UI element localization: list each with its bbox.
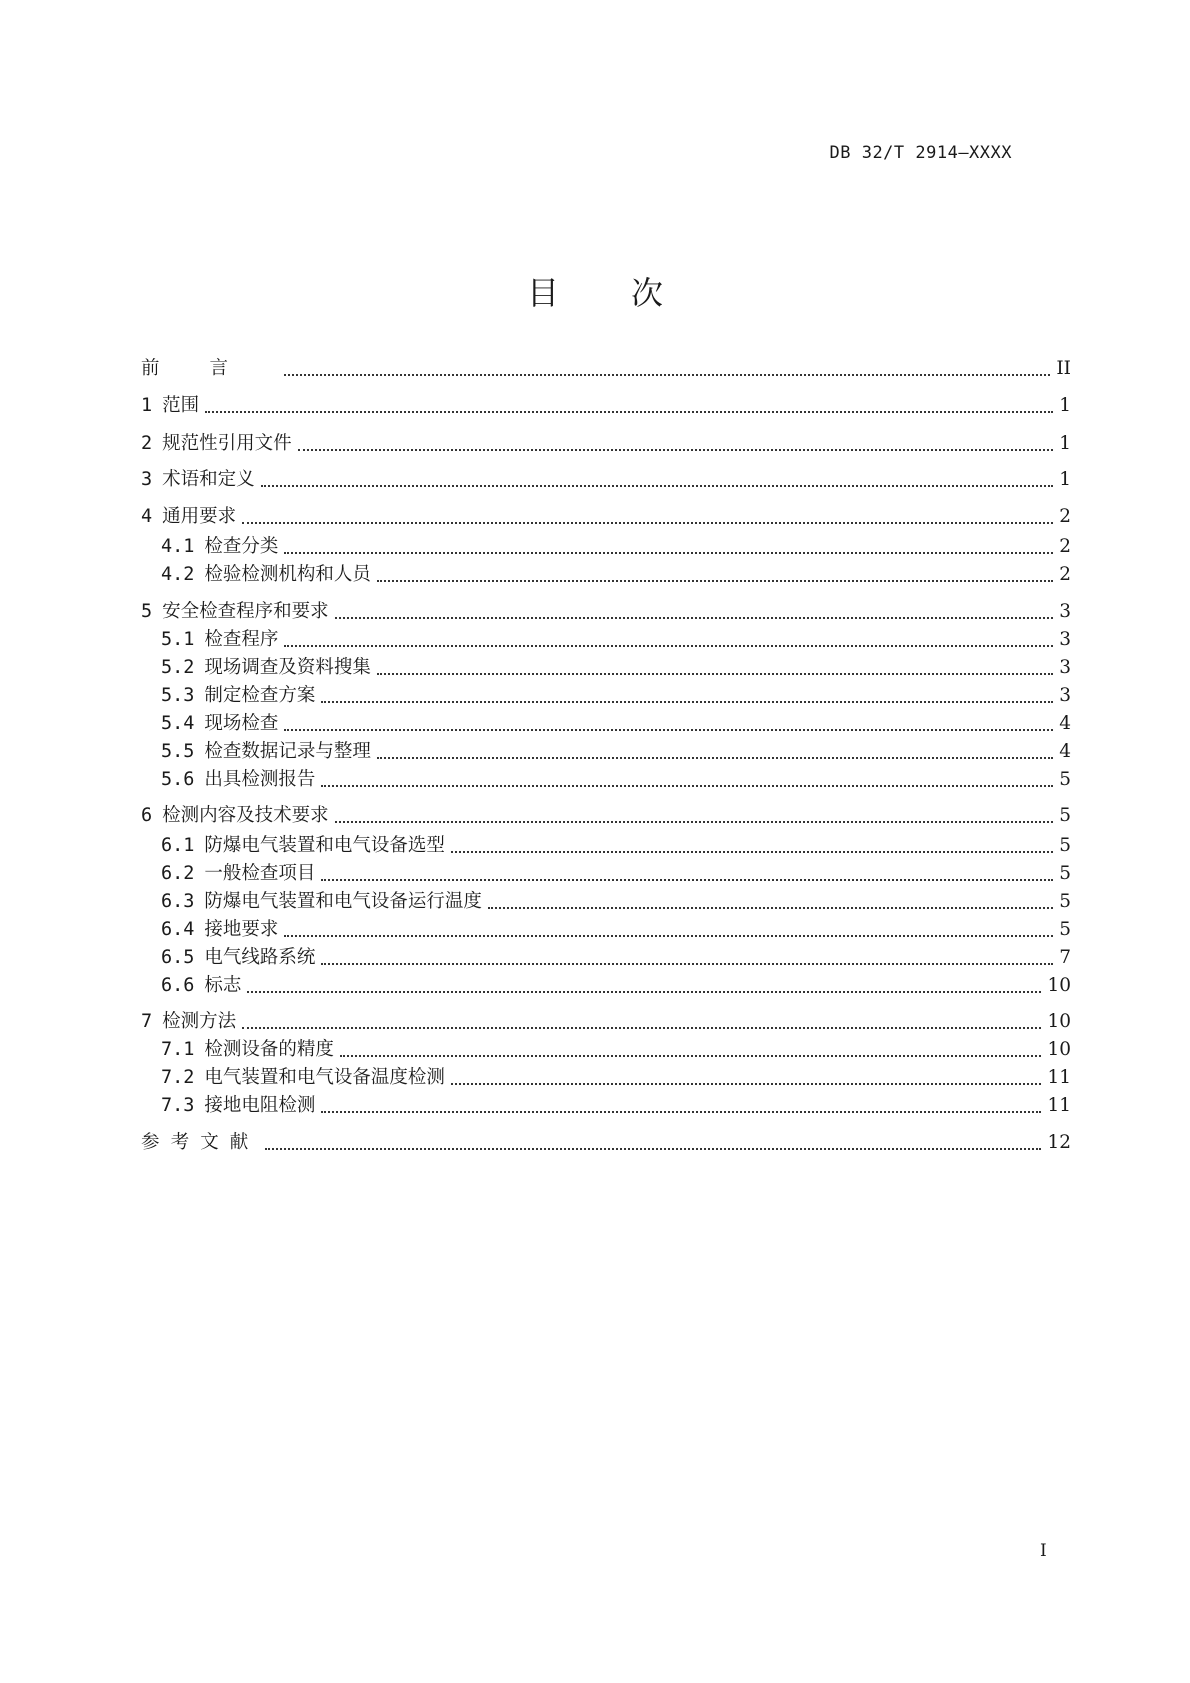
dot-leader (261, 466, 1054, 494)
toc-entry-page: 1 (1059, 395, 1071, 416)
toc-entry-label: 接地电阻检测 (204, 1095, 316, 1116)
dot-leader (321, 860, 1053, 888)
dot-leader (321, 1092, 1041, 1120)
toc-entry-number: 6.6 (161, 975, 195, 996)
dot-leader (451, 1064, 1042, 1092)
dot-leader (335, 802, 1054, 830)
toc-entry-page: 3 (1059, 629, 1071, 650)
toc-entry-page: 12 (1047, 1132, 1071, 1153)
toc-entry-label: 现场调查及资料搜集 (204, 657, 371, 678)
toc-entry-label: 接地要求 (204, 919, 279, 940)
document-code: DB 32/T 2914—XXXX (829, 143, 1012, 163)
dot-leader (284, 710, 1053, 738)
toc-entry-label: 参考文献 (141, 1132, 260, 1153)
toc-entry-label: 标志 (204, 975, 242, 996)
toc-entry-page: 1 (1059, 469, 1071, 490)
dot-leader (242, 1008, 1041, 1036)
toc-entry[interactable] (161, 972, 1071, 1000)
toc-entry-number: 6 (141, 805, 153, 826)
toc-entry-page: 5 (1059, 863, 1071, 884)
toc-entry-number: 2 (141, 433, 153, 454)
dot-leader (298, 430, 1054, 458)
toc-entry-page: 3 (1059, 601, 1071, 622)
toc-entry-number: 7 (141, 1011, 153, 1032)
toc-entry-number: 5.1 (161, 629, 195, 650)
toc-entry[interactable] (161, 710, 1071, 738)
toc-entry-label: 制定检查方案 (204, 685, 316, 706)
toc-entry[interactable] (141, 1129, 1071, 1157)
toc-entry-number: 6.2 (161, 863, 195, 884)
toc-entry[interactable] (161, 561, 1071, 589)
toc-entry-number: 6.4 (161, 919, 195, 940)
toc-entry[interactable] (161, 738, 1071, 766)
toc-entry-page: 3 (1059, 685, 1071, 706)
toc-entry-label: 电气装置和电气设备温度检测 (204, 1067, 445, 1088)
toc-entry-number: 4 (141, 506, 153, 527)
toc-entry-page: 11 (1047, 1067, 1071, 1088)
toc-entry-page: 4 (1059, 741, 1071, 762)
dot-leader (340, 1036, 1042, 1064)
toc-entry-number: 1 (141, 395, 153, 416)
toc-entry-page: 2 (1059, 506, 1071, 527)
toc-entry-number: 4.1 (161, 536, 195, 557)
toc-entry-page: 10 (1047, 1011, 1071, 1032)
dot-leader (377, 561, 1053, 589)
dot-leader (335, 598, 1054, 626)
toc-entry-label: 出具检测报告 (204, 769, 316, 790)
toc-entry[interactable] (161, 832, 1071, 860)
toc-entry-number: 6.5 (161, 947, 195, 968)
toc-entry-label: 规范性引用文件 (162, 433, 292, 454)
toc-entry-number: 5.6 (161, 769, 195, 790)
dot-leader (377, 738, 1053, 766)
toc-entry-page: 5 (1059, 835, 1071, 856)
toc-entry-label: 术语和定义 (162, 469, 255, 490)
toc-entry-number: 5.3 (161, 685, 195, 706)
toc-entry-page: 10 (1047, 975, 1071, 996)
toc-entry-number: 7.2 (161, 1067, 195, 1088)
toc-entry[interactable] (161, 533, 1071, 561)
toc-entry-page: 5 (1059, 805, 1071, 826)
toc-entry-page: 5 (1059, 919, 1071, 940)
toc-entry-label: 现场检查 (204, 713, 279, 734)
toc-entry-page: 10 (1047, 1039, 1071, 1060)
dot-leader (377, 654, 1053, 682)
toc-entry-label: 防爆电气装置和电气设备选型 (204, 835, 445, 856)
toc-entry-number: 4.2 (161, 564, 195, 585)
toc-entry-page: 1 (1059, 433, 1071, 454)
toc-entry[interactable] (161, 860, 1071, 888)
dot-leader (451, 832, 1053, 860)
dot-leader (205, 392, 1053, 420)
toc-entry-label: 检测方法 (162, 1011, 237, 1032)
dot-leader (321, 766, 1053, 794)
toc-entry-label: 检测设备的精度 (204, 1039, 334, 1060)
toc-entry-number: 5.4 (161, 713, 195, 734)
toc-entry-label: 安全检查程序和要求 (162, 601, 329, 622)
toc-entry[interactable] (161, 1092, 1071, 1120)
toc-entry[interactable] (161, 654, 1071, 682)
toc-entry[interactable] (141, 503, 1071, 531)
toc-entry-number: 3 (141, 469, 153, 490)
toc-entry-page: 3 (1059, 657, 1071, 678)
toc-entry-label: 检查数据记录与整理 (204, 741, 371, 762)
page-title (0, 268, 1190, 314)
toc-entry-number: 5.5 (161, 741, 195, 762)
toc-entry-label: 电气线路系统 (204, 947, 316, 968)
toc-entry[interactable] (141, 392, 1071, 420)
dot-leader (321, 944, 1053, 972)
toc-entry[interactable] (161, 1064, 1071, 1092)
dot-leader (242, 503, 1053, 531)
toc-entry[interactable] (141, 466, 1071, 494)
toc-entry-number: 7.3 (161, 1095, 195, 1116)
toc-entry-page: 2 (1059, 564, 1071, 585)
toc-entry[interactable] (161, 1036, 1071, 1064)
toc-entry[interactable] (141, 1008, 1071, 1036)
toc-entry-number: 6.1 (161, 835, 195, 856)
toc-entry[interactable] (141, 355, 1071, 383)
toc-entry-label: 检查分类 (204, 536, 279, 557)
toc-entry-label: 检验检测机构和人员 (204, 564, 371, 585)
toc-entry[interactable] (141, 802, 1071, 830)
toc-entry-number: 6.3 (161, 891, 195, 912)
toc-entry-number: 7.1 (161, 1039, 195, 1060)
toc-entry-page: 4 (1059, 713, 1071, 734)
toc-entry[interactable] (161, 944, 1071, 972)
toc-entry[interactable] (161, 766, 1071, 794)
toc-entry-page: 2 (1059, 536, 1071, 557)
title-char-right: 次 (631, 274, 664, 312)
toc-entry[interactable] (161, 626, 1071, 654)
toc-entry[interactable] (161, 888, 1071, 916)
toc-entry[interactable] (141, 598, 1071, 626)
dot-leader (284, 916, 1053, 944)
toc-entry-page: II (1056, 358, 1071, 379)
dot-leader (284, 533, 1053, 561)
toc-entry-label: 范围 (162, 395, 200, 416)
toc-entry-page: 7 (1059, 947, 1071, 968)
dot-leader (321, 682, 1053, 710)
toc-entry[interactable] (141, 430, 1071, 458)
dot-leader (247, 972, 1041, 1000)
toc-entry-label: 一般检查项目 (204, 863, 316, 884)
toc-entry-page: 5 (1059, 891, 1071, 912)
page-number: I (1040, 1541, 1047, 1561)
toc-entry-number: 5 (141, 601, 153, 622)
dot-leader (488, 888, 1053, 916)
toc-entry[interactable] (161, 682, 1071, 710)
dot-leader (265, 1129, 1041, 1157)
toc-entry-label: 检测内容及技术要求 (162, 805, 329, 826)
toc-entry-page: 5 (1059, 769, 1071, 790)
toc-entry-page: 11 (1047, 1095, 1071, 1116)
dot-leader (284, 626, 1053, 654)
toc-entry-number: 5.2 (161, 657, 195, 678)
dot-leader (284, 355, 1050, 383)
toc-entry-label: 防爆电气装置和电气设备运行温度 (204, 891, 482, 912)
toc-entry-label: 前言 (141, 358, 278, 379)
toc-entry-label: 检查程序 (204, 629, 279, 650)
title-char-left: 目 (526, 274, 559, 312)
toc-entry-label: 通用要求 (162, 506, 237, 527)
toc-entry[interactable] (161, 916, 1071, 944)
